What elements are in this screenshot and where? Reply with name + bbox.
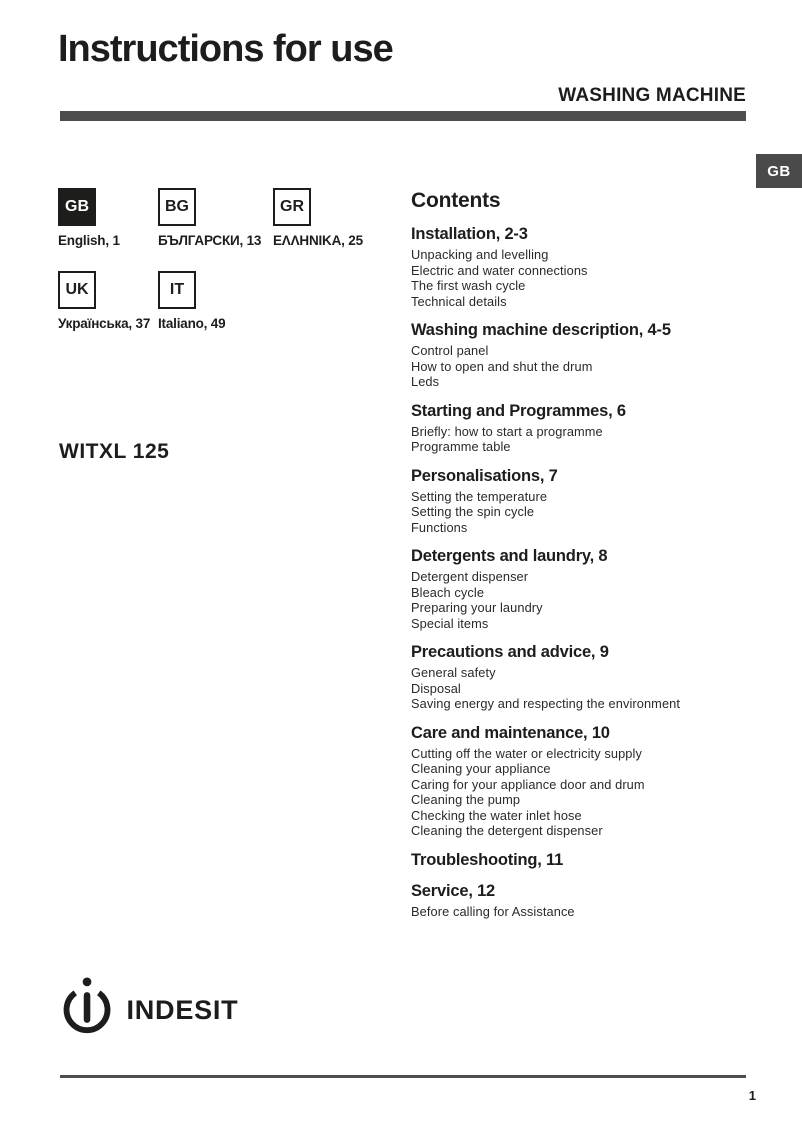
language-side-tab: GB bbox=[756, 154, 802, 188]
toc-section-title: Detergents and laundry, 8 bbox=[411, 547, 608, 565]
toc-item: Electric and water connections bbox=[411, 262, 588, 278]
toc-item: Leds bbox=[411, 374, 440, 389]
toc-section bbox=[411, 225, 761, 309]
toc-item: Bleach cycle bbox=[411, 584, 485, 600]
language-label: Italiano, 49 bbox=[158, 316, 226, 331]
toc-section bbox=[411, 321, 761, 390]
toc-section-title: Precautions and advice, 9 bbox=[411, 643, 609, 661]
language-code: IT bbox=[169, 281, 185, 298]
toc-item: How to open and shut the drum bbox=[411, 358, 593, 374]
language-code-box bbox=[158, 271, 196, 309]
toc-item: Preparing your laundry bbox=[411, 600, 543, 615]
toc-section bbox=[411, 402, 761, 455]
toc-section bbox=[411, 882, 761, 920]
language-code: GR bbox=[280, 198, 304, 215]
header-rule bbox=[60, 111, 746, 121]
language-code-box bbox=[158, 188, 196, 226]
toc-item: Caring for your appliance door and drum bbox=[411, 776, 645, 792]
toc-item: Cleaning your appliance bbox=[411, 761, 551, 776]
toc-item: Programme table bbox=[411, 439, 511, 454]
toc-item: Setting the spin cycle bbox=[411, 504, 535, 519]
toc-heading: Contents bbox=[411, 189, 501, 212]
language-entry bbox=[158, 188, 273, 248]
toc-item-list bbox=[411, 489, 761, 536]
toc-item: Detergent dispenser bbox=[411, 569, 529, 584]
model-number: WITXL 125 bbox=[59, 440, 170, 463]
language-index bbox=[58, 188, 393, 331]
toc-item: The first wash cycle bbox=[411, 278, 526, 293]
page-number: 1 bbox=[748, 1088, 756, 1103]
language-entry bbox=[158, 271, 273, 331]
toc-item: General safety bbox=[411, 665, 496, 680]
toc-item: Cleaning the pump bbox=[411, 792, 521, 807]
language-code-box bbox=[58, 188, 96, 226]
toc-section-title: Service, 12 bbox=[411, 881, 496, 900]
toc-section-title: Personalisations, 7 bbox=[411, 466, 558, 485]
toc-item-list bbox=[411, 424, 761, 455]
toc-item: Technical details bbox=[411, 293, 507, 309]
toc-section bbox=[411, 724, 761, 839]
toc-item: Control panel bbox=[411, 343, 489, 358]
toc-item-list bbox=[411, 247, 761, 309]
table-of-contents bbox=[411, 189, 761, 931]
brand-wordmark: INDESIT bbox=[126, 994, 239, 1026]
toc-item-list bbox=[411, 665, 761, 712]
page-title: Instructions for use bbox=[58, 28, 393, 70]
language-entry bbox=[58, 188, 158, 248]
toc-item: Setting the temperature bbox=[411, 488, 548, 504]
language-label: Українська, 37 bbox=[58, 316, 151, 331]
toc-section-title: Troubleshooting, 11 bbox=[411, 850, 564, 869]
toc-section bbox=[411, 547, 761, 631]
toc-item: Saving energy and respecting the environment bbox=[411, 696, 681, 711]
toc-item: Checking the water inlet hose bbox=[411, 807, 582, 823]
toc-item: Functions bbox=[411, 519, 468, 535]
toc-section-title: Care and maintenance, 10 bbox=[411, 723, 610, 742]
appliance-type-label: WASHING MACHINE bbox=[558, 85, 746, 106]
i-circle-icon bbox=[67, 977, 108, 1030]
toc-section-title: Starting and Programmes, 6 bbox=[411, 401, 626, 420]
language-entry bbox=[58, 271, 158, 331]
toc-item: Special items bbox=[411, 615, 489, 631]
toc-item: Unpacking and levelling bbox=[411, 247, 549, 262]
toc-item-list bbox=[411, 746, 761, 839]
toc-item: Cleaning the detergent dispenser bbox=[411, 823, 603, 838]
toc-section bbox=[411, 643, 761, 712]
toc-item-list bbox=[411, 904, 761, 920]
toc-section-title: Washing machine description, 4-5 bbox=[411, 321, 671, 339]
language-entry bbox=[273, 188, 393, 248]
toc-item-list bbox=[411, 569, 761, 631]
language-code-box bbox=[273, 188, 311, 226]
toc-item: Disposal bbox=[411, 680, 461, 696]
toc-section bbox=[411, 851, 761, 870]
language-code: BG bbox=[165, 198, 189, 215]
language-label: ΕΛΛΗΝΙΚΑ, 25 bbox=[273, 233, 363, 248]
language-label: БЪЛГАРСКИ, 13 bbox=[158, 233, 262, 248]
toc-item: Before calling for Assistance bbox=[411, 903, 575, 919]
language-label: English, 1 bbox=[58, 233, 120, 248]
toc-item-list bbox=[411, 343, 761, 390]
toc-item: Briefly: how to start a programme bbox=[411, 423, 603, 439]
indesit-logo-graphic bbox=[59, 976, 257, 1036]
toc-section-title: Installation, 2-3 bbox=[411, 225, 528, 243]
language-code: GB bbox=[65, 198, 89, 215]
toc-section bbox=[411, 467, 761, 536]
indesit-logo bbox=[59, 976, 257, 1041]
footer-rule bbox=[60, 1075, 746, 1078]
toc-item: Cutting off the water or electricity supply bbox=[411, 745, 642, 761]
language-code: UK bbox=[65, 281, 89, 298]
language-code-box bbox=[58, 271, 96, 309]
